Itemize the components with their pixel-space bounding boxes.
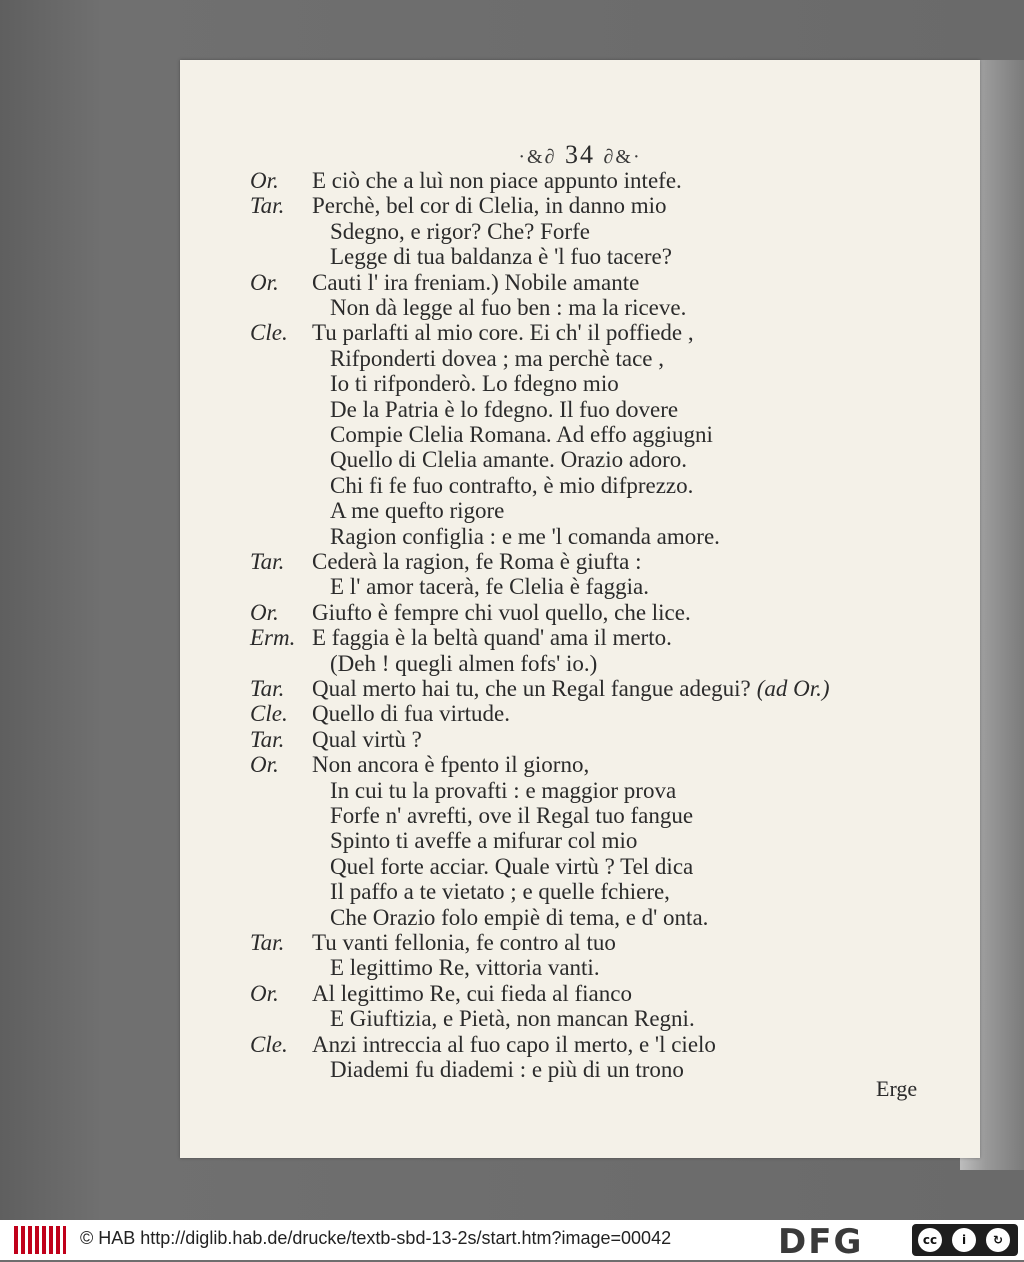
text-line [330, 473, 693, 499]
text-line [330, 524, 720, 550]
line-text: Qual virtù ? [312, 727, 422, 752]
cc-icon: cc [918, 1228, 942, 1252]
text-line [330, 854, 693, 880]
line-text: A me quefto rigore [330, 498, 505, 523]
text-line [330, 955, 600, 981]
text-line [250, 752, 589, 778]
line-text: Quello di Clelia amante. Orazio adoro. [330, 447, 688, 472]
line-text: Non dà legge al fuo ben : ma la riceve. [330, 295, 687, 320]
line-text: E l' amor tacerà, fe Clelia è faggia. [330, 574, 649, 599]
text-line [330, 447, 687, 473]
line-text: Cederà la ragion, fe Roma è giufta : [312, 549, 642, 574]
page-number: 34 [565, 140, 595, 169]
text-line [250, 193, 667, 219]
line-text: Rifponderti dovea ; ma perchè tace , [330, 346, 664, 371]
text-line [330, 803, 693, 829]
page-header [180, 140, 980, 170]
line-text: Il paffo a te vietato ; e quelle fchiere, [330, 879, 670, 904]
speaker-label: Tar. [250, 193, 285, 218]
line-text: Chi fi fe fuo contrafto, è mio difprezzo. [330, 473, 694, 498]
line-text: E faggia è la beltà quand' ama il merto. [312, 625, 672, 650]
text-line [250, 168, 682, 194]
stage-direction: (ad Or.) [756, 676, 830, 701]
text-line [250, 600, 691, 626]
book-page [180, 60, 980, 1158]
hab-logo-icon[interactable] [14, 1226, 66, 1254]
line-text: Cauti l' ira freniam.) Nobile amante [312, 270, 640, 295]
line-text: Forfe n' avrefti, ove il Regal tuo fangue [330, 803, 694, 828]
text-line [250, 727, 422, 753]
creative-commons-badge[interactable] [912, 1224, 1018, 1256]
speaker-label: Or. [250, 600, 279, 625]
text-line [250, 1032, 716, 1058]
text-line [250, 625, 672, 651]
line-text: Io ti rifponderò. Lo fdegno mio [330, 371, 619, 396]
text-line [250, 549, 642, 575]
line-text: De la Patria è lo fdegno. Il fuo dovere [330, 397, 679, 422]
text-line [330, 244, 672, 270]
speaker-label: Or. [250, 168, 279, 193]
text-line [330, 346, 664, 372]
text-line [330, 295, 686, 321]
line-text: E legittimo Re, vittoria vanti. [330, 955, 600, 980]
speaker-label: Cle. [250, 1032, 288, 1057]
line-text: Quello di fua virtude. [312, 701, 511, 726]
line-text: Giufto è fempre chi vuol quello, che lice. [312, 600, 691, 625]
line-text: Compie Clelia Romana. Ad effo aggiugni [330, 422, 713, 447]
line-text: Anzi intreccia al fuo capo il merto, e 'l cielo [312, 1032, 716, 1057]
text-line [330, 778, 676, 804]
speaker-label: Cle. [250, 701, 288, 726]
text-line [330, 1057, 684, 1083]
header-ornament-left: ·&∂ [518, 146, 557, 168]
text-line [250, 320, 694, 346]
text-line [330, 879, 670, 905]
line-text: Spinto ti aveffe a mifurar col mio [330, 828, 638, 853]
speaker-label: Or. [250, 981, 279, 1006]
speaker-label: Tar. [250, 930, 285, 955]
line-text: E Giuftizia, e Pietà, non mancan Regni. [330, 1006, 695, 1031]
text-line [330, 828, 637, 854]
speaker-label: Tar. [250, 676, 285, 701]
share-alike-icon: ↻ [986, 1228, 1010, 1252]
text-line [330, 219, 590, 245]
line-text: Che Orazio folo empiè di tema, e d' onta. [330, 905, 709, 930]
line-text: Diademi fu diademi : e più di un trono [330, 1057, 684, 1082]
speaker-label: Tar. [250, 727, 285, 752]
speaker-label: Or. [250, 752, 279, 777]
line-text: Quel forte acciar. Quale virtù ? Tel dica [330, 854, 694, 879]
speaker-label: Tar. [250, 549, 285, 574]
text-line [330, 498, 504, 524]
line-text: Ragion configlia : e me 'l comanda amore. [330, 524, 720, 549]
line-text: Sdegno, e rigor? Che? Forfe [330, 219, 590, 244]
speaker-label: Cle. [250, 320, 288, 345]
footer-bar [0, 1220, 1024, 1260]
dfg-logo[interactable]: DFG [778, 1222, 864, 1262]
copyright-link[interactable]: © HAB http://diglib.hab.de/drucke/textb-sbd-13-2s/start.htm?image=00042 [80, 1228, 672, 1248]
text-line [250, 981, 632, 1007]
text-line [330, 905, 708, 931]
text-line [330, 574, 649, 600]
text-line [330, 397, 678, 423]
header-ornament-right: ∂&· [603, 146, 642, 168]
line-text: Legge di tua baldanza è 'l fuo tacere? [330, 244, 672, 269]
line-text: Perchè, bel cor di Clelia, in danno mio [312, 193, 667, 218]
line-text: Tu parlafti al mio core. Ei ch' il poffiede , [312, 320, 694, 345]
catchword: Erge [876, 1076, 918, 1101]
line-text: Non ancora è fpento il giorno, [312, 752, 590, 777]
text-line [330, 422, 713, 448]
line-text: Al legittimo Re, cui fieda al fianco [312, 981, 632, 1006]
speaker-label: Or. [250, 270, 279, 295]
text-line [330, 651, 597, 677]
text-line [250, 930, 616, 956]
line-text: Qual merto hai tu, che un Regal fangue adegui? [312, 676, 751, 701]
line-text: In cui tu la provafti : e maggior prova [330, 778, 677, 803]
line-text: Tu vanti fellonia, fe contro al tuo [312, 930, 616, 955]
text-line [330, 371, 619, 397]
line-text: (Deh ! quegli almen fofs' io.) [330, 651, 598, 676]
by-attribution-icon: i [952, 1228, 976, 1252]
text-line [250, 270, 639, 296]
text-line [250, 701, 510, 727]
line-text: E ciò che a luì non piace appunto intefe. [312, 168, 682, 193]
text-line [250, 676, 830, 702]
speaker-label: Erm. [250, 625, 296, 650]
text-line [330, 1006, 695, 1032]
